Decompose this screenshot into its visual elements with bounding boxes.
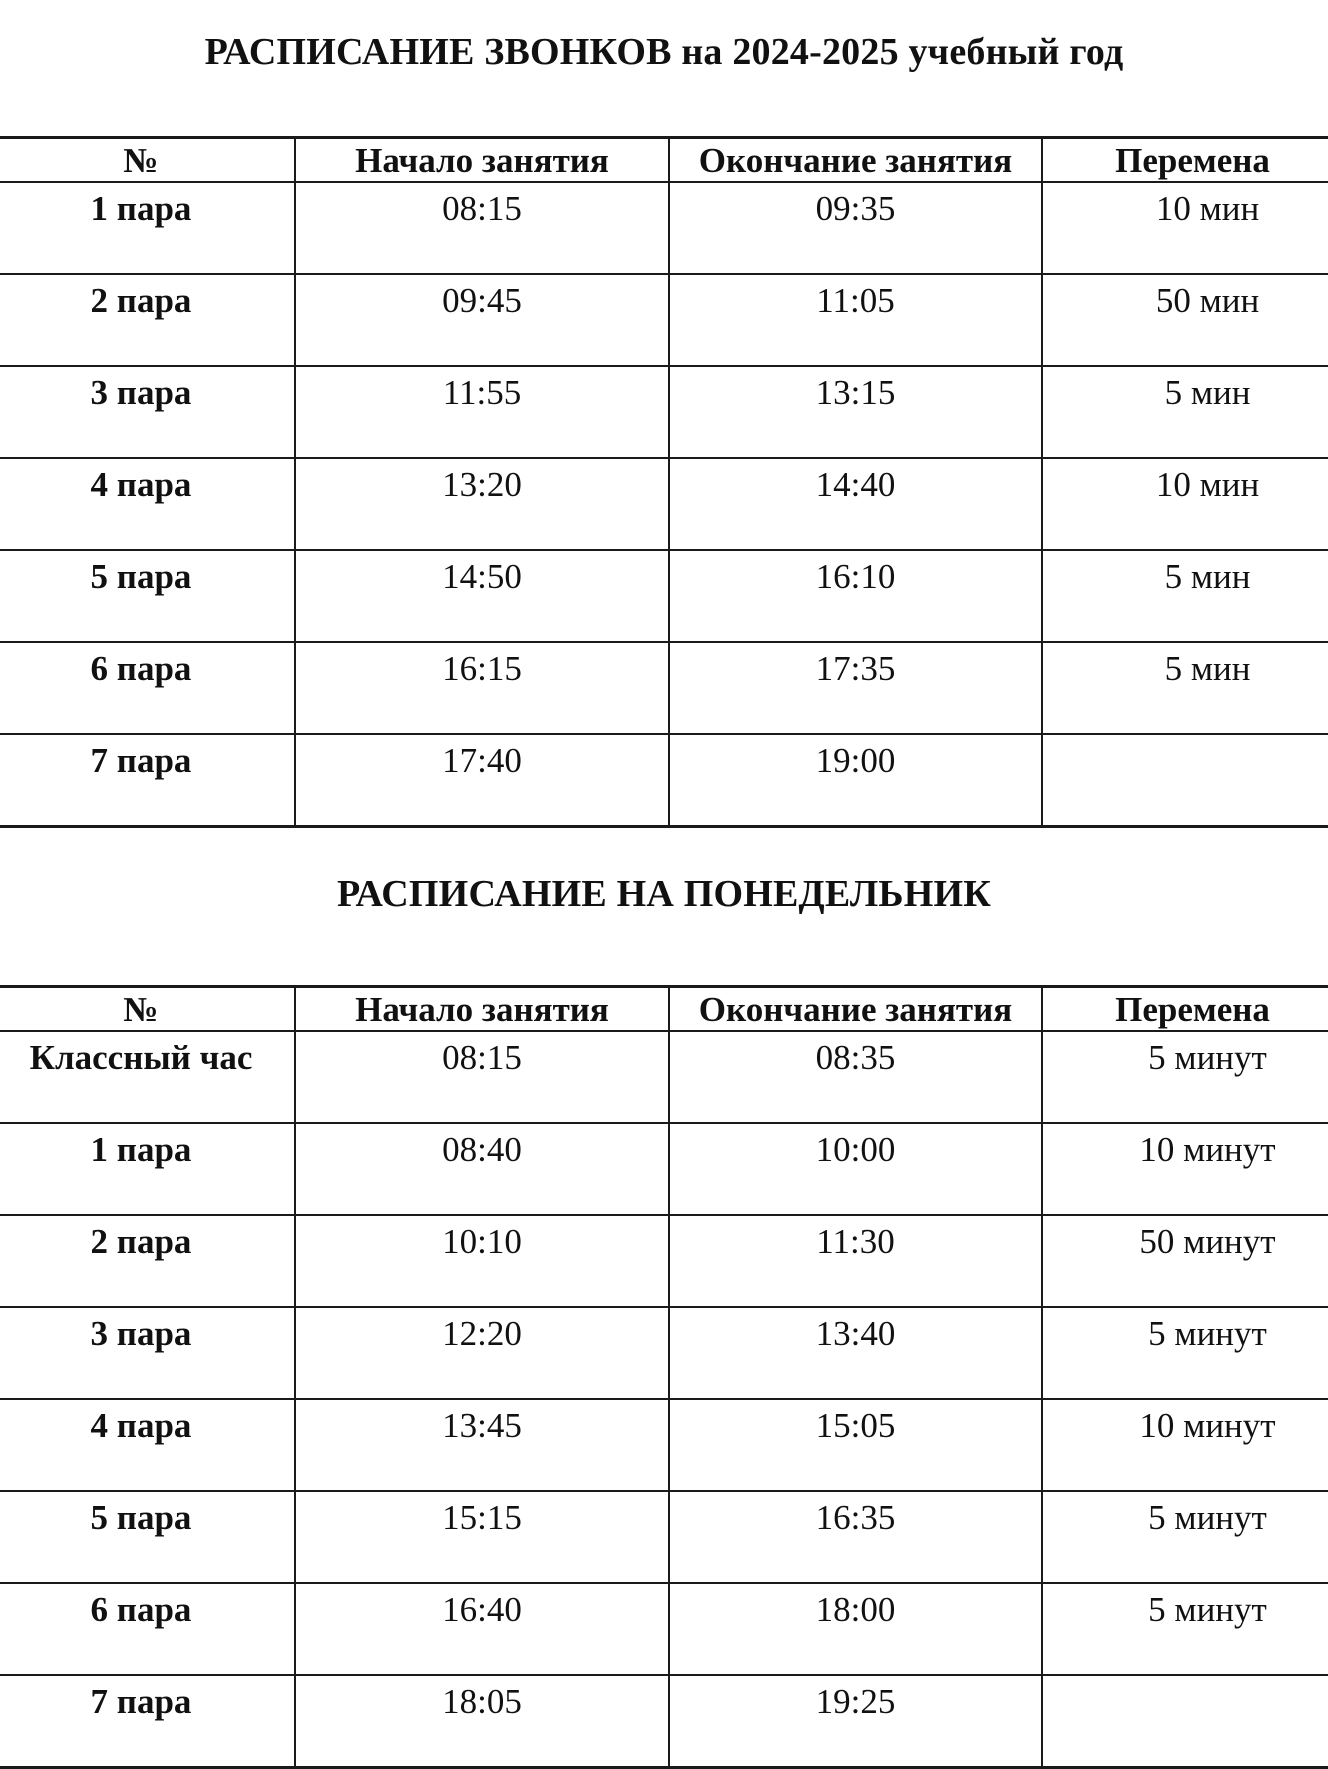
end-time: 18:00 bbox=[669, 1583, 1042, 1675]
end-time: 10:00 bbox=[669, 1123, 1042, 1215]
start-time: 16:15 bbox=[295, 642, 669, 734]
table-row bbox=[0, 274, 1328, 366]
break-duration: 5 мин bbox=[1042, 366, 1328, 458]
lesson-number: 3 пара bbox=[0, 366, 295, 458]
break-duration: 50 мин bbox=[1042, 274, 1328, 366]
column-header-break: Перемена bbox=[1042, 987, 1328, 1032]
end-time: 17:35 bbox=[669, 642, 1042, 734]
lesson-number: 3 пара bbox=[0, 1307, 295, 1399]
end-time: 13:15 bbox=[669, 366, 1042, 458]
break-duration: 10 минут bbox=[1042, 1123, 1328, 1215]
lesson-number: 5 пара bbox=[0, 550, 295, 642]
table-row bbox=[0, 1675, 1328, 1768]
lesson-number: 7 пара bbox=[0, 1675, 295, 1768]
column-header-number: № bbox=[0, 138, 295, 183]
column-header-number: № bbox=[0, 987, 295, 1032]
table-row bbox=[0, 1307, 1328, 1399]
column-header-end: Окончание занятия bbox=[669, 138, 1042, 183]
start-time: 11:55 bbox=[295, 366, 669, 458]
monday-schedule-title: РАСПИСАНИЕ НА ПОНЕДЕЛЬНИК bbox=[336, 873, 992, 915]
table-row bbox=[0, 182, 1328, 274]
break-duration: 10 мин bbox=[1042, 182, 1328, 274]
table-row bbox=[0, 1031, 1328, 1123]
lesson-number: 6 пара bbox=[0, 642, 295, 734]
lesson-number: 4 пара bbox=[0, 1399, 295, 1491]
column-header-break: Перемена bbox=[1042, 138, 1328, 183]
end-time: 19:00 bbox=[669, 734, 1042, 827]
lesson-number: 5 пара bbox=[0, 1491, 295, 1583]
break-duration: 5 минут bbox=[1042, 1307, 1328, 1399]
break-duration: 50 минут bbox=[1042, 1215, 1328, 1307]
column-header-start: Начало занятия bbox=[295, 987, 669, 1032]
lesson-number: 7 пара bbox=[0, 734, 295, 827]
break-duration: 5 минут bbox=[1042, 1031, 1328, 1123]
table-row bbox=[0, 642, 1328, 734]
table-row bbox=[0, 1399, 1328, 1491]
break-duration bbox=[1042, 1675, 1328, 1768]
break-duration: 10 минут bbox=[1042, 1399, 1328, 1491]
table-row bbox=[0, 550, 1328, 642]
lesson-number: 1 пара bbox=[0, 1123, 295, 1215]
end-time: 16:35 bbox=[669, 1491, 1042, 1583]
column-header-end: Окончание занятия bbox=[669, 987, 1042, 1032]
end-time: 11:05 bbox=[669, 274, 1042, 366]
table-header-row bbox=[0, 138, 1328, 183]
bell-schedule-table bbox=[0, 136, 1328, 828]
lesson-number: Классный час bbox=[0, 1031, 295, 1123]
table-row bbox=[0, 734, 1328, 827]
start-time: 17:40 bbox=[295, 734, 669, 827]
start-time: 12:20 bbox=[295, 1307, 669, 1399]
break-duration: 5 мин bbox=[1042, 550, 1328, 642]
start-time: 16:40 bbox=[295, 1583, 669, 1675]
start-time: 13:20 bbox=[295, 458, 669, 550]
break-duration: 5 мин bbox=[1042, 642, 1328, 734]
start-time: 14:50 bbox=[295, 550, 669, 642]
bell-schedule-title: РАСПИСАНИЕ ЗВОНКОВ на 2024-2025 учебный год bbox=[204, 31, 1124, 73]
end-time: 11:30 bbox=[669, 1215, 1042, 1307]
end-time: 14:40 bbox=[669, 458, 1042, 550]
start-time: 18:05 bbox=[295, 1675, 669, 1768]
lesson-number: 2 пара bbox=[0, 1215, 295, 1307]
end-time: 19:25 bbox=[669, 1675, 1042, 1768]
end-time: 13:40 bbox=[669, 1307, 1042, 1399]
lesson-number: 2 пара bbox=[0, 274, 295, 366]
column-header-start: Начало занятия bbox=[295, 138, 669, 183]
table-row bbox=[0, 1123, 1328, 1215]
break-duration: 10 мин bbox=[1042, 458, 1328, 550]
break-duration: 5 минут bbox=[1042, 1583, 1328, 1675]
end-time: 08:35 bbox=[669, 1031, 1042, 1123]
lesson-number: 1 пара bbox=[0, 182, 295, 274]
start-time: 09:45 bbox=[295, 274, 669, 366]
end-time: 16:10 bbox=[669, 550, 1042, 642]
table-row bbox=[0, 366, 1328, 458]
break-duration: 5 минут bbox=[1042, 1491, 1328, 1583]
start-time: 08:40 bbox=[295, 1123, 669, 1215]
start-time: 08:15 bbox=[295, 182, 669, 274]
end-time: 09:35 bbox=[669, 182, 1042, 274]
table-row bbox=[0, 1583, 1328, 1675]
start-time: 08:15 bbox=[295, 1031, 669, 1123]
start-time: 15:15 bbox=[295, 1491, 669, 1583]
table-row bbox=[0, 1491, 1328, 1583]
monday-schedule-table bbox=[0, 985, 1328, 1769]
start-time: 10:10 bbox=[295, 1215, 669, 1307]
start-time: 13:45 bbox=[295, 1399, 669, 1491]
end-time: 15:05 bbox=[669, 1399, 1042, 1491]
break-duration bbox=[1042, 734, 1328, 827]
lesson-number: 4 пара bbox=[0, 458, 295, 550]
lesson-number: 6 пара bbox=[0, 1583, 295, 1675]
table-row bbox=[0, 1215, 1328, 1307]
table-header-row bbox=[0, 987, 1328, 1032]
table-row bbox=[0, 458, 1328, 550]
